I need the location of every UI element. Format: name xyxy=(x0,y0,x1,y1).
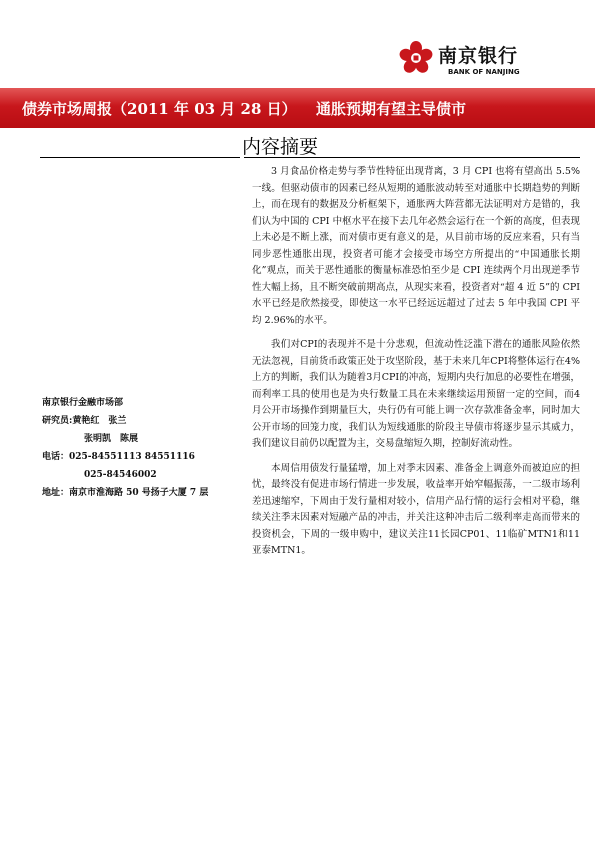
summary-paragraph: 本周信用债发行量猛增，加上对季末因素、准备金上调意外而被迫应的担忧，最终没有促进市场行情进一步发展，收益率开始窄幅振荡，一二级市场利差迅速缩窄，下周由于发行量相对较小，信用产品行情的运行会相对平稳，继续关注季末因素对短融产品的冲击，并关注这种冲击后二级利率走高而带来的投资机会，下周的一级申购中，建议关注11长园CP01、11临矿MTN1和11亚泰MTN1。 xyxy=(252,462,580,556)
summary-paragraph: 3 月食品价格走势与季节性特征出现背离，3 月 CPI 也将有望高出 5.5%一线。但驱动债市的因素已经从短期的通胀波动转至对通胀中长期趋势的判断上，而在现有的数据及分析框架下，通胀两大阵营都无法证明对方是错的，我们认为中国的 CPI 中枢水平在接下去几年必然会运行在一个新的高度，但表现上未必是不断上涨，而对债市更有意义的是，从目前市场的反应来看，只有当同步恶性通胀出现，投资者可能才会接受市场空方所提出的“中国通胀长期化”观点，而关于恶性通胀的衡量标准恐怕至少是 CPI 连续两个月出现逆季节性大幅上扬，且不断突破前期高点，从现实来看，投资者对“超 4 近 5”的 CPI 水平已经是欣然接受，即使这一水平已经远远超过了过去 5 年中我国 CPI 平均 2.96%的水平。 xyxy=(252,166,580,326)
bank-logo xyxy=(398,40,558,80)
summary-body xyxy=(252,164,580,568)
researchers-line: 张明凯 陈展 xyxy=(84,434,139,444)
phone-line: 电话：025-84551113 84551116 xyxy=(42,452,195,462)
contact-block xyxy=(42,394,242,502)
summary-paragraph: 我们对CPI的表现并不是十分悲观，但流动性泛滥下潜在的通胀风险依然无法忽视，目前货币政策正处于攻坚阶段，基于未来几年CPI将整体运行在4%上方的判断，我们认为随着3月CPI的冲高，短期内央行加息的必要性在增强，而利率工具的使用也是为央行数量工具在未来继续运用预留一定的空间，而4月公开市场操作到期量巨大，央行仍有可能上调一次存款准备金率，同时加大公开市场的回笼力度，我们认为短线通胀的阶段主导债市将逐步显示其威力，我们建议目前仍以配置为主，交易盘缩短久期，控制好流动性。 xyxy=(252,339,580,449)
bank-name-cn: 南京银行 xyxy=(438,45,519,67)
phone-line: 025-84546002 xyxy=(84,470,157,480)
divider-right xyxy=(244,157,580,158)
bank-emblem-icon xyxy=(398,40,434,76)
researchers-line: 研究员:黄艳红 张兰 xyxy=(42,416,127,426)
report-title: 债券市场周报（2011 年 03 月 28 日） xyxy=(22,100,297,118)
report-banner xyxy=(0,88,595,128)
bank-name-en: BANK OF NANJING xyxy=(448,68,520,76)
summary-heading: 内容摘要 xyxy=(242,136,319,158)
address-line: 地址：南京市淮海路 50 号扬子大厦 7 层 xyxy=(42,488,209,498)
department-name: 南京银行金融市场部 xyxy=(42,398,124,408)
divider-left xyxy=(40,157,240,158)
report-headline: 通胀预期有望主导债市 xyxy=(316,100,467,118)
